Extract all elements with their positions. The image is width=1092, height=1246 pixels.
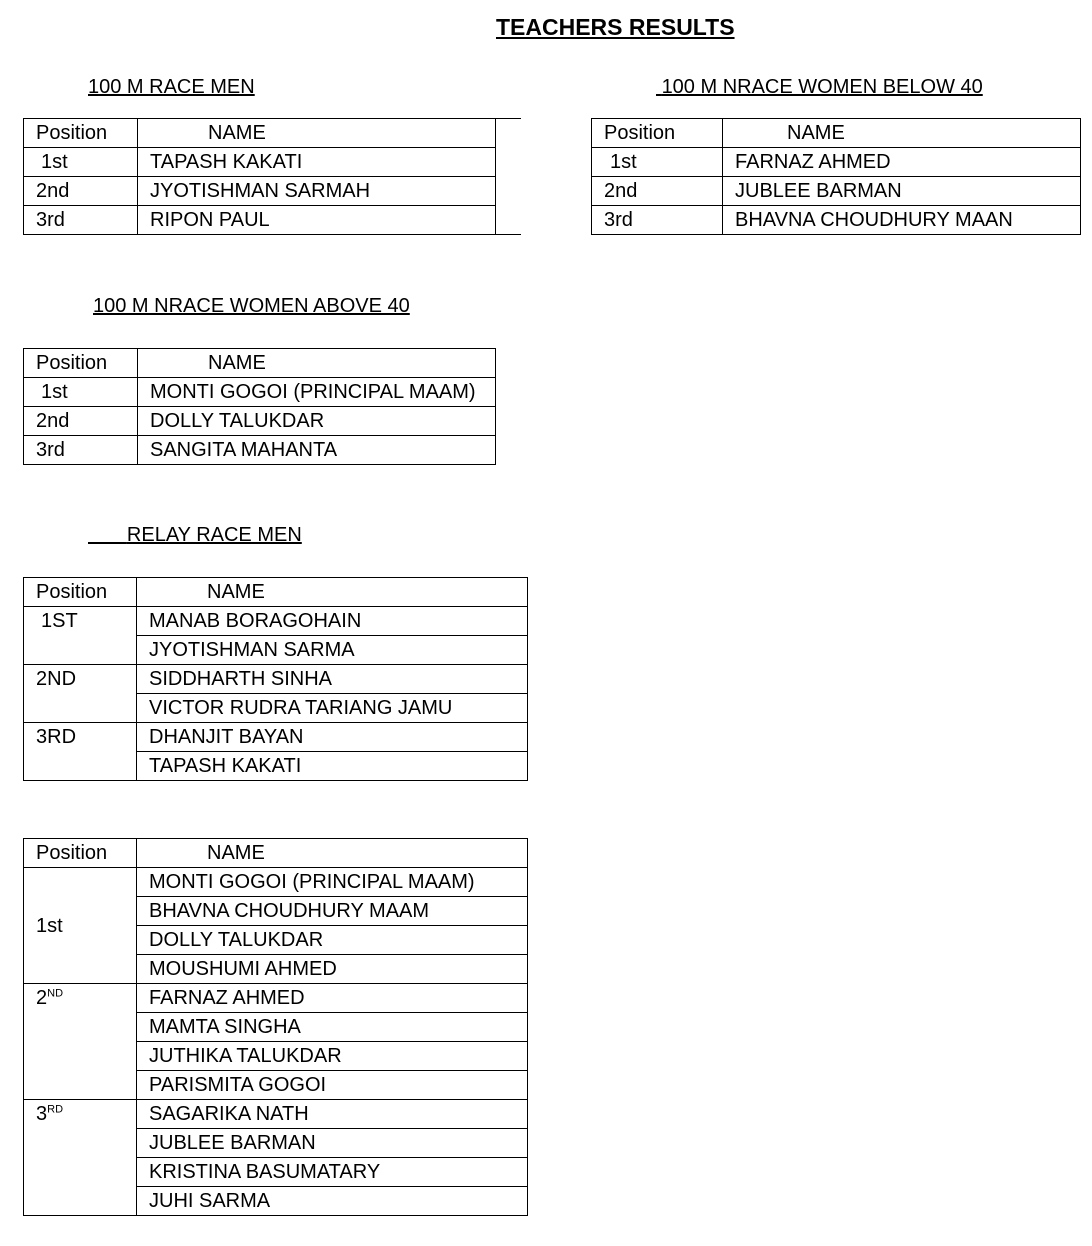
position-cell (24, 984, 137, 1100)
name-cell: JYOTISHMAN SARMAH (138, 177, 496, 206)
position-number: 2 (36, 987, 48, 1009)
name-cell: MAMTA SINGHA (137, 1013, 528, 1042)
position-cell: 2nd (24, 407, 138, 436)
table-row (24, 148, 496, 177)
position-cell: 2nd (24, 177, 138, 206)
col-name-header: NAME (138, 349, 496, 378)
position-cell: 1ST (24, 607, 137, 665)
position-cell: 2ND (24, 665, 137, 723)
table-relay-men (23, 577, 528, 781)
name-cell: FARNAZ AHMED (137, 984, 528, 1013)
name-cell: KRISTINA BASUMATARY (137, 1158, 528, 1187)
name-cell: SANGITA MAHANTA (138, 436, 496, 465)
col-position-header: Position (592, 119, 723, 148)
name-cell: MONTI GOGOI (PRINCIPAL MAAM) (137, 868, 528, 897)
heading-text: 100 M NRACE WOMEN BELOW 40 (661, 76, 983, 98)
heading-100m-men: 100 M RACE MEN (88, 76, 255, 98)
table-header-row (24, 578, 528, 607)
table-row (24, 177, 496, 206)
name-cell: DOLLY TALUKDAR (138, 407, 496, 436)
table-relay-women (23, 838, 528, 1216)
table-row (592, 148, 1081, 177)
table-100m-women-below-40 (591, 118, 1081, 235)
name-cell: SAGARIKA NATH (137, 1100, 528, 1129)
position-cell: 1st (24, 868, 137, 984)
table-100m-men (23, 118, 496, 235)
name-cell: MONTI GOGOI (PRINCIPAL MAAM) (138, 378, 496, 407)
table-100m-women-above-40 (23, 348, 496, 465)
table-header-row (592, 119, 1081, 148)
table-row (24, 665, 528, 694)
name-cell: PARISMITA GOGOI (137, 1071, 528, 1100)
page-title: TEACHERS RESULTS (496, 14, 735, 40)
position-cell: 2nd (592, 177, 723, 206)
name-cell: BHAVNA CHOUDHURY MAAN (723, 206, 1081, 235)
heading-100m-women-below-40 (656, 76, 983, 99)
table-header-row (24, 119, 496, 148)
heading-text: RELAY RACE MEN (126, 524, 302, 546)
table-row (24, 607, 528, 636)
name-cell: JUTHIKA TALUKDAR (137, 1042, 528, 1071)
table-header-row (24, 839, 528, 868)
table-header-row (24, 349, 496, 378)
position-cell: 3RD (24, 723, 137, 781)
table-row (24, 436, 496, 465)
position-suffix: ND (47, 987, 64, 1000)
name-cell: JUBLEE BARMAN (137, 1129, 528, 1158)
table-row (592, 206, 1081, 235)
col-position-header: Position (24, 839, 137, 868)
position-cell (24, 1100, 137, 1216)
table-row (24, 206, 496, 235)
col-name-header: NAME (137, 578, 528, 607)
col-position-header: Position (24, 349, 138, 378)
position-suffix: RD (47, 1103, 64, 1116)
name-cell: DOLLY TALUKDAR (137, 926, 528, 955)
col-name-header: NAME (137, 839, 528, 868)
col-position-header: Position (24, 578, 137, 607)
table-row (24, 723, 528, 752)
name-cell: TAPASH KAKATI (137, 752, 528, 781)
table-row (592, 177, 1081, 206)
position-cell: 3rd (24, 436, 138, 465)
name-cell: SIDDHARTH SINHA (137, 665, 528, 694)
name-cell: VICTOR RUDRA TARIANG JAMU (137, 694, 528, 723)
col-name-header: NAME (138, 119, 496, 148)
heading-100m-women-above-40: 100 M NRACE WOMEN ABOVE 40 (93, 295, 410, 317)
position-cell: 3rd (24, 206, 138, 235)
name-cell: MANAB BORAGOHAIN (137, 607, 528, 636)
name-cell: MOUSHUMI AHMED (137, 955, 528, 984)
position-cell: 3rd (592, 206, 723, 235)
position-cell: 1st (24, 378, 138, 407)
name-cell: FARNAZ AHMED (723, 148, 1081, 177)
col-position-header: Position (24, 119, 138, 148)
heading-relay-men (88, 524, 302, 547)
table-row (24, 868, 528, 897)
position-number: 3 (36, 1103, 48, 1125)
table-row (24, 378, 496, 407)
name-cell: JUBLEE BARMAN (723, 177, 1081, 206)
table-row (24, 407, 496, 436)
table-row (24, 984, 528, 1013)
table-gap-border (494, 118, 521, 235)
name-cell: TAPASH KAKATI (138, 148, 496, 177)
name-cell: JUHI SARMA (137, 1187, 528, 1216)
position-cell: 1st (24, 148, 138, 177)
position-cell: 1st (592, 148, 723, 177)
table-row (24, 1100, 528, 1129)
name-cell: BHAVNA CHOUDHURY MAAM (137, 897, 528, 926)
name-cell: DHANJIT BAYAN (137, 723, 528, 752)
col-name-header: NAME (723, 119, 1081, 148)
name-cell: RIPON PAUL (138, 206, 496, 235)
name-cell: JYOTISHMAN SARMA (137, 636, 528, 665)
